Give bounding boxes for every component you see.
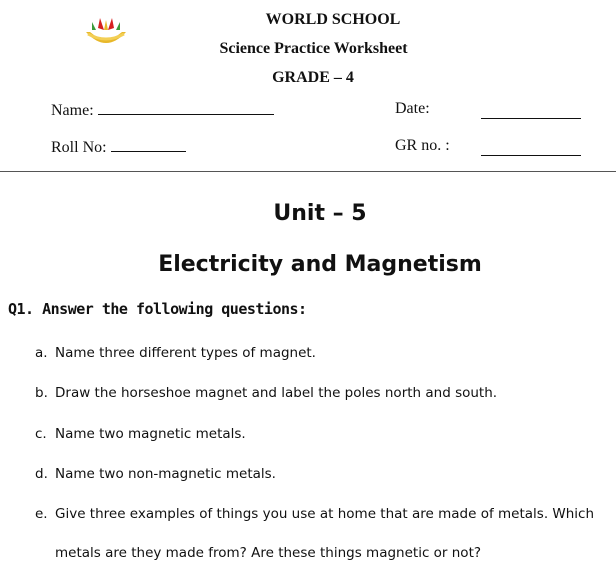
name-field[interactable] (51, 100, 274, 120)
unit-title: Unit – 5 (273, 201, 367, 226)
grade: GRADE – 4 (272, 69, 354, 86)
list-item: c. Name two magnetic metals. (35, 426, 246, 442)
list-item: a. Name three different types of magnet. (35, 345, 316, 361)
list-item-continuation: metals are they made from? Are these things magnetic or not? (55, 545, 482, 561)
date-label: Date: (395, 100, 430, 117)
list-item: e. Give three examples of things you use at home that are made of metals. Which (35, 506, 595, 522)
roll-field[interactable] (51, 137, 186, 157)
school-name: WORLD SCHOOL (265, 11, 401, 28)
gr-field[interactable] (481, 141, 581, 156)
worksheet-title: Science Practice Worksheet (219, 40, 408, 57)
date-field[interactable] (481, 104, 581, 119)
name-label: Name: (51, 102, 94, 119)
roll-label: Roll No: (51, 139, 107, 156)
divider (0, 171, 616, 172)
gr-label: GR no. : (395, 137, 450, 154)
list-item: d. Name two non-magnetic metals. (35, 466, 276, 482)
list-item: b. Draw the horseshoe magnet and label the poles north and south. (35, 385, 498, 401)
topic-title: Electricity and Magnetism (158, 252, 482, 277)
question-heading: Q1. Answer the following questions: (8, 300, 307, 318)
